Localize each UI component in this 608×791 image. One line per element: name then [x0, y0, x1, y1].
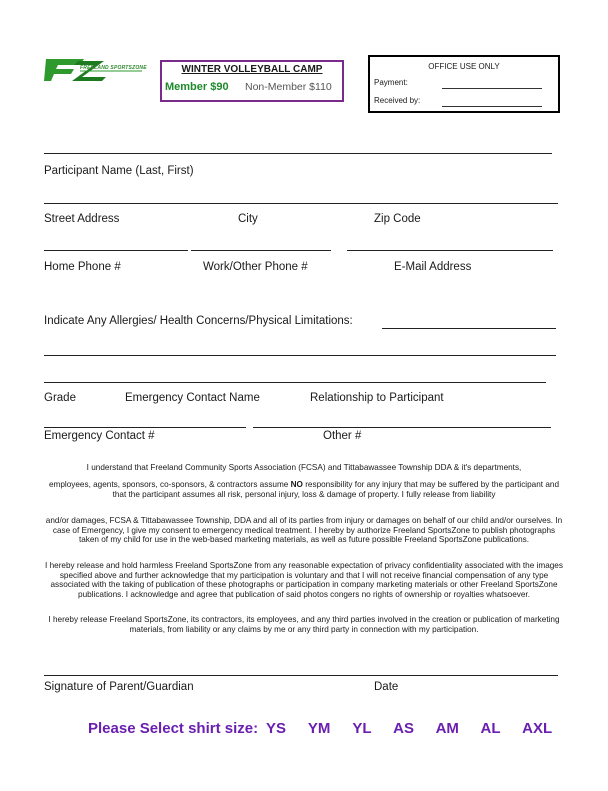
other-number-line[interactable]: [253, 427, 551, 428]
shirt-size-prompt: Please Select shirt size:: [88, 720, 259, 737]
camp-title: WINTER VOLLEYBALL CAMP: [181, 64, 323, 75]
city-label: City: [238, 213, 258, 225]
payment-line[interactable]: [442, 88, 542, 89]
home-phone-label: Home Phone #: [44, 261, 121, 273]
relationship-label: Relationship to Participant: [310, 392, 444, 404]
shirt-size-ys[interactable]: YS: [266, 720, 287, 737]
other-number-label: Other #: [323, 430, 362, 442]
participant-name-line[interactable]: [44, 153, 552, 154]
shirt-size-yl[interactable]: YL: [352, 720, 372, 737]
received-label: Received by:: [374, 96, 421, 105]
grade-label: Grade: [44, 392, 76, 404]
shirt-size-as[interactable]: AS: [393, 720, 414, 737]
allergies-line-3[interactable]: [44, 382, 546, 383]
signature-label: Signature of Parent/Guardian: [44, 681, 194, 693]
waiver-paragraph-1: I understand that Freeland Community Sports Association (FCSA) and Tittabawassee Township DDA & it's departments,: [86, 463, 522, 472]
logo-text: FREELAND SPORTSZONE: [80, 65, 147, 71]
email-line[interactable]: [347, 250, 553, 251]
shirt-size-axl[interactable]: AXL: [522, 720, 553, 737]
office-title: OFFICE USE ONLY: [428, 62, 500, 71]
zip-label: Zip Code: [374, 213, 421, 225]
emergency-name-label: Emergency Contact Name: [125, 392, 260, 404]
waiver-paragraph-4: I hereby release and hold harmless Freeland SportsZone from any reasonable expectation of privacy confidentiality associated with the images specified above and further acknowledge that my participation is voluntary and that I will not receive financial compensation of any type associated with the taking of publication of these photographs or participation in company marketing materials or other Freeland SportsZone publications. I acknowledge and agree that publication of said photos congers no rights of ownership or royalties whatsoever.: [45, 561, 563, 599]
shirt-size-am[interactable]: AM: [435, 720, 459, 737]
waiver-paragraph-2: employees, agents, sponsors, co-sponsors, & contractors assume NO responsibility for any injury that may be suffered by the participant and that the participant assumes all risk, personal injury, loss & damage of property. I fully release from liability: [48, 480, 559, 499]
email-label: E-Mail Address: [394, 261, 472, 273]
shirt-size-ym[interactable]: YM: [307, 720, 331, 737]
allergies-line-1[interactable]: [382, 328, 556, 329]
received-line[interactable]: [442, 106, 542, 107]
home-phone-line[interactable]: [44, 250, 188, 251]
work-phone-label: Work/Other Phone #: [203, 261, 308, 273]
allergies-label: Indicate Any Allergies/ Health Concerns/Physical Limitations:: [44, 315, 353, 327]
emergency-number-line[interactable]: [44, 427, 246, 428]
date-label: Date: [374, 681, 399, 693]
participant-name-label: Participant Name (Last, First): [44, 165, 194, 177]
member-price: Member $90: [165, 81, 229, 93]
shirt-size-row: [88, 720, 552, 737]
work-phone-line[interactable]: [191, 250, 331, 251]
signature-line[interactable]: [44, 675, 558, 676]
payment-label: Payment:: [374, 78, 408, 87]
allergies-line-2[interactable]: [44, 355, 556, 356]
emergency-number-label: Emergency Contact #: [44, 430, 155, 442]
shirt-size-al[interactable]: AL: [480, 720, 501, 737]
street-label: Street Address: [44, 213, 120, 225]
waiver-paragraph-5: I hereby release Freeland SportsZone, its contractors, its employees, and any third parties involved in the creation or publication of marketing materials, from liability or any claims by me or any third party in connection with my participation.: [48, 615, 560, 634]
address-line[interactable]: [44, 203, 558, 204]
nonmember-price: Non-Member $110: [245, 81, 332, 93]
waiver-paragraph-3: and/or damages, FCSA & Tittabawassee Township, DDA and all of its parties from injury or damages on behalf of our child and/or ourselves. In case of Emergency, I give my consent to emergency medical treatment. I hereby by authorize Freeland SportsZone to publish photographs taken of my child for use in the web-based marketing materials, as well as future possible Freeland SportsZone publications.: [45, 516, 563, 545]
